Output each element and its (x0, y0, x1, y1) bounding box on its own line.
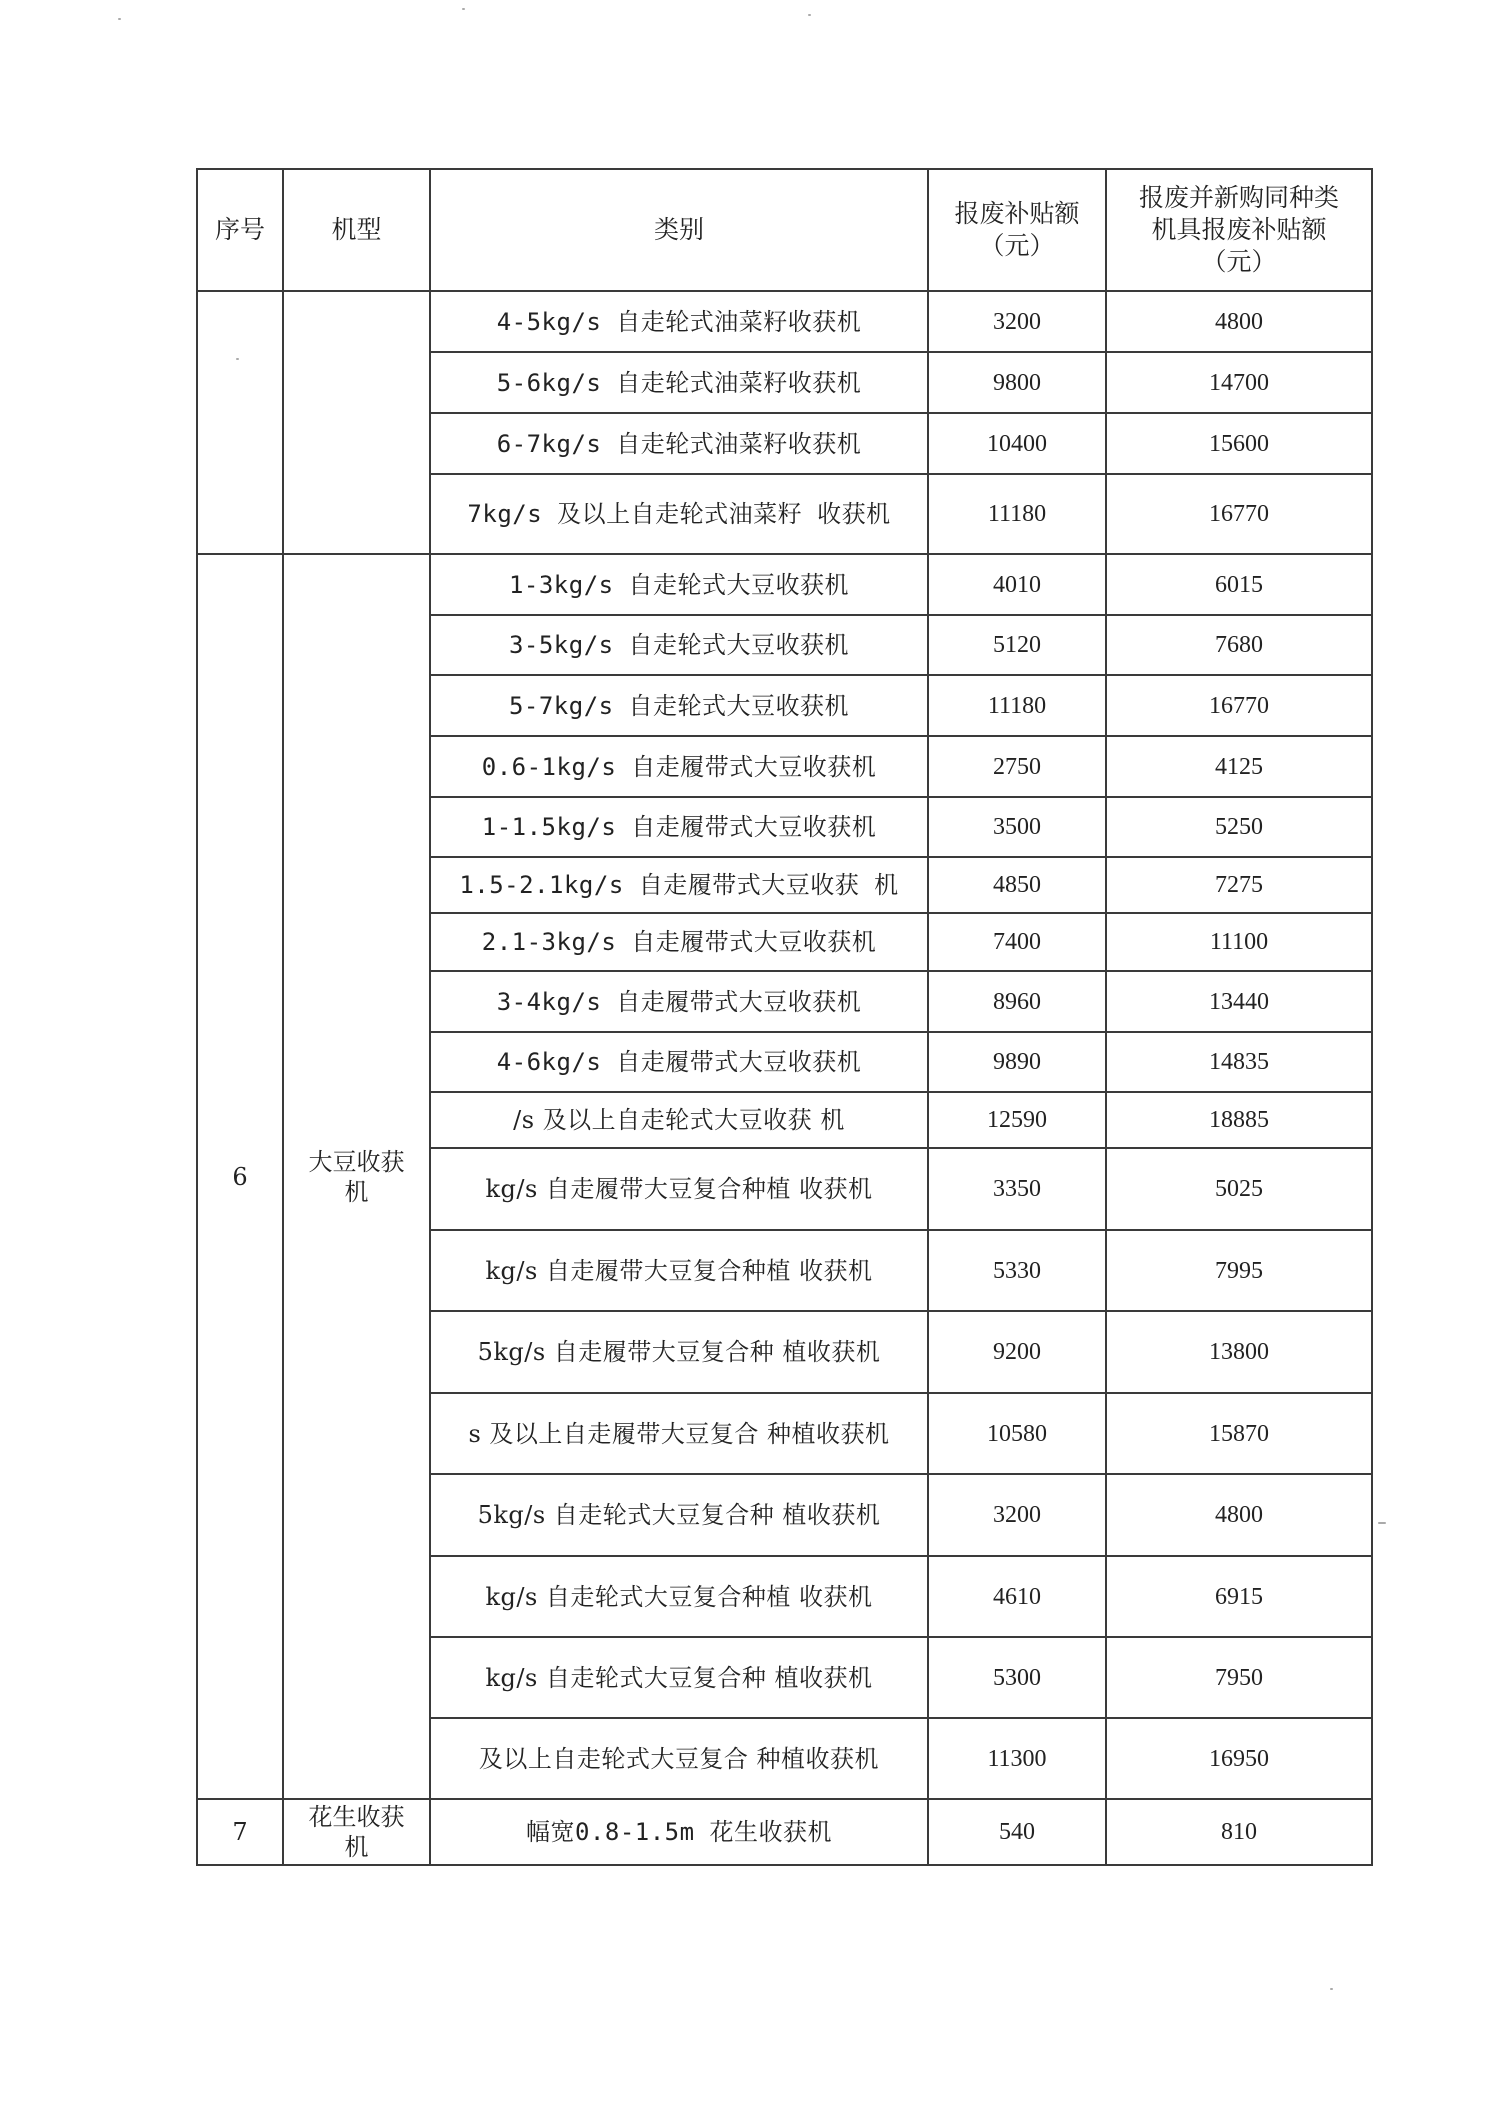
scrap-subsidy-cell: 10580 (928, 1393, 1106, 1474)
header-scrap-new-line-2: 机具报废补贴额 (1151, 215, 1327, 244)
scrap-subsidy-cell: 4010 (928, 554, 1106, 615)
group-model-cell (283, 1799, 430, 1865)
category-cell (430, 1474, 928, 1556)
scrap-new-subsidy-cell: 4800 (1106, 291, 1372, 352)
scrap-subsidy-cell: 3200 (928, 1474, 1106, 1556)
header-scrap-new-line-3: （元） (1201, 247, 1277, 276)
category-text: kg/s 自走履带大豆复合种植 收获机 (485, 1256, 873, 1285)
table-row (197, 291, 1372, 352)
scrap-subsidy-cell: 11300 (928, 1718, 1106, 1799)
scrap-new-subsidy-cell: 810 (1106, 1799, 1372, 1865)
scrap-subsidy-cell: 9200 (928, 1311, 1106, 1393)
scrap-subsidy-cell: 5120 (928, 615, 1106, 675)
table-header-row (197, 169, 1372, 291)
category-cell: 4-6kg/s 自走履带式大豆收获机 (430, 1032, 928, 1092)
scrap-subsidy-cell: 3350 (928, 1148, 1106, 1230)
scan-speck (462, 8, 465, 10)
scrap-new-subsidy-cell: 11100 (1106, 913, 1372, 971)
group-model-cell (283, 554, 430, 1799)
scrap-new-subsidy-cell: 16950 (1106, 1718, 1372, 1799)
scrap-subsidy-cell: 3500 (928, 797, 1106, 857)
subsidy-table (196, 168, 1373, 1866)
scrap-new-subsidy-cell: 13800 (1106, 1311, 1372, 1393)
scrap-subsidy-cell: 10400 (928, 413, 1106, 474)
category-cell: 1-1.5kg/s 自走履带式大豆收获机 (430, 797, 928, 857)
model-name: 大豆收获机 (308, 1147, 405, 1206)
header-model: 机型 (283, 169, 430, 291)
category-cell: 0.6-1kg/s 自走履带式大豆收获机 (430, 736, 928, 797)
category-cell: 3-4kg/s 自走履带式大豆收获机 (430, 971, 928, 1032)
header-scrap-subsidy (928, 169, 1106, 291)
scan-speck (1378, 1522, 1386, 1524)
scrap-subsidy-cell: 8960 (928, 971, 1106, 1032)
scrap-subsidy-cell: 5300 (928, 1637, 1106, 1718)
category-cell: 2.1-3kg/s 自走履带式大豆收获机 (430, 913, 928, 971)
category-cell: 7kg/s 及以上自走轮式油菜籽 收获机 (430, 474, 928, 554)
header-category: 类别 (430, 169, 928, 291)
scrap-new-subsidy-cell: 7995 (1106, 1230, 1372, 1311)
scrap-new-subsidy-cell: 14835 (1106, 1032, 1372, 1092)
scrap-new-subsidy-cell: 5025 (1106, 1148, 1372, 1230)
scan-speck (118, 18, 121, 20)
category-cell (430, 1148, 928, 1230)
scrap-new-subsidy-cell: 14700 (1106, 352, 1372, 413)
scrap-subsidy-cell: 2750 (928, 736, 1106, 797)
category-cell (430, 1092, 928, 1148)
scrap-new-subsidy-cell: 5250 (1106, 797, 1372, 857)
group-seq-cell (197, 291, 283, 554)
scrap-subsidy-cell: 7400 (928, 913, 1106, 971)
scrap-new-subsidy-cell: 6915 (1106, 1556, 1372, 1637)
category-cell (430, 1230, 928, 1311)
header-scrap-line-2: （元） (979, 231, 1055, 260)
scrap-subsidy-cell: 9800 (928, 352, 1106, 413)
category-cell (430, 1637, 928, 1718)
category-text: 5kg/s 自走轮式大豆复合种 植收获机 (477, 1501, 881, 1529)
scrap-new-subsidy-cell: 6015 (1106, 554, 1372, 615)
scrap-subsidy-cell: 11180 (928, 675, 1106, 736)
category-text: kg/s 自走履带大豆复合种植 收获机 (485, 1175, 873, 1203)
table-row (197, 1799, 1372, 1865)
category-text: kg/s 自走轮式大豆复合种植 收获机 (485, 1582, 873, 1611)
category-cell: 3-5kg/s 自走轮式大豆收获机 (430, 615, 928, 675)
header-scrap-line-1: 报废补贴额 (954, 199, 1080, 228)
scrap-new-subsidy-cell: 13440 (1106, 971, 1372, 1032)
scrap-subsidy-cell: 5330 (928, 1230, 1106, 1311)
category-cell: 幅宽0.8-1.5m 花生收获机 (430, 1799, 928, 1865)
scrap-new-subsidy-cell: 7680 (1106, 615, 1372, 675)
scrap-new-subsidy-cell: 15600 (1106, 413, 1372, 474)
group-seq-cell: 6 (197, 554, 283, 1799)
model-name: 花生收获机 (308, 1803, 405, 1861)
category-cell (430, 1393, 928, 1474)
scrap-subsidy-cell: 4610 (928, 1556, 1106, 1637)
scrap-subsidy-cell: 9890 (928, 1032, 1106, 1092)
category-text: 及以上自走轮式大豆复合 种植收获机 (478, 1744, 880, 1773)
scrap-subsidy-cell: 3200 (928, 291, 1106, 352)
scan-speck (1330, 1988, 1333, 1990)
scrap-subsidy-cell: 12590 (928, 1092, 1106, 1148)
scrap-new-subsidy-cell: 4800 (1106, 1474, 1372, 1556)
table-row (197, 554, 1372, 615)
scrap-new-subsidy-cell: 16770 (1106, 474, 1372, 554)
scrap-new-subsidy-cell: 16770 (1106, 675, 1372, 736)
category-text: s 及以上自走履带大豆复合 种植收获机 (468, 1419, 890, 1448)
category-cell (430, 1718, 928, 1799)
scrap-new-subsidy-cell: 7950 (1106, 1637, 1372, 1718)
header-scrap-new-line-1: 报废并新购同种类 (1138, 183, 1339, 212)
category-cell: 1.5-2.1kg/s 自走履带式大豆收获 机 (430, 857, 928, 913)
category-text: /s 及以上自走轮式大豆收获 机 (513, 1106, 845, 1134)
category-cell: 4-5kg/s 自走轮式油菜籽收获机 (430, 291, 928, 352)
scrap-subsidy-cell: 4850 (928, 857, 1106, 913)
category-text: kg/s 自走轮式大豆复合种 植收获机 (485, 1663, 873, 1692)
scrap-subsidy-cell: 11180 (928, 474, 1106, 554)
header-scrap-new-subsidy (1106, 169, 1372, 291)
category-cell (430, 1311, 928, 1393)
category-cell: 6-7kg/s 自走轮式油菜籽收获机 (430, 413, 928, 474)
category-cell: 5-7kg/s 自走轮式大豆收获机 (430, 675, 928, 736)
group-model-cell (283, 291, 430, 554)
category-text: 5kg/s 自走履带大豆复合种 植收获机 (477, 1338, 881, 1366)
header-seq: 序号 (197, 169, 283, 291)
scrap-new-subsidy-cell: 15870 (1106, 1393, 1372, 1474)
category-cell (430, 1556, 928, 1637)
scrap-subsidy-cell: 540 (928, 1799, 1106, 1865)
scan-speck (808, 14, 811, 16)
scrap-new-subsidy-cell: 7275 (1106, 857, 1372, 913)
category-cell: 5-6kg/s 自走轮式油菜籽收获机 (430, 352, 928, 413)
scrap-new-subsidy-cell: 18885 (1106, 1092, 1372, 1148)
group-seq-cell: 7 (197, 1799, 283, 1865)
category-cell: 1-3kg/s 自走轮式大豆收获机 (430, 554, 928, 615)
scrap-new-subsidy-cell: 4125 (1106, 736, 1372, 797)
